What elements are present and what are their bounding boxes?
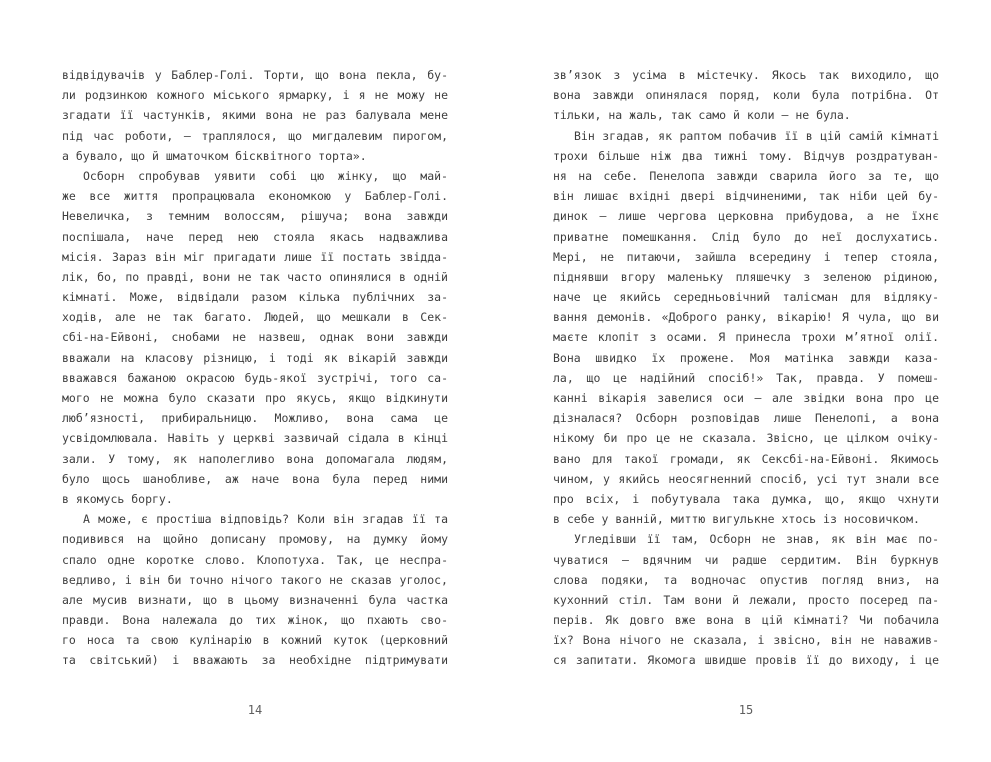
text-line: він лишає вхідні двері відчиненими, так ніби цей бу-: [553, 189, 939, 204]
text-line: чуватися — вдячним чи радше сердитим. Він буркнув: [553, 552, 939, 567]
text-line: але мусив визнати, що в цьому визначенні була частка: [62, 592, 448, 607]
text-line: під час роботи, — траплялося, що мигдалевим пирогом,: [62, 128, 448, 143]
text-line: вона завжди опинялася поряд, коли була потрібна. От: [553, 88, 939, 103]
text-line: Угледівши її там, Осборн не знав, як він має по-: [574, 532, 939, 547]
text-line: поспішала, наче перед нею стояла якась надважлива: [62, 229, 448, 244]
text-line: люб’язності, прибиральницю. Можливо, вона сама це: [62, 411, 448, 426]
text-line: кімнаті. Може, відвідали разом кілька публічних за-: [62, 290, 448, 305]
text-line: ходів, але не так багато. Людей, що мешкали в Сек-: [62, 310, 448, 325]
text-line: ся запитати. Якомога швидше провів її до виходу, і це: [553, 653, 939, 668]
text-line: а бувало, що й шматочком бісквітного торта».: [62, 148, 367, 163]
text-line: в якомусь боргу.: [62, 491, 173, 506]
text-line: Він згадав, як раптом побачив її в цій самій кімнаті: [574, 128, 939, 143]
text-line: ли родзинкою кожного міського ярмарку, і я не можу не: [62, 88, 448, 103]
text-line: тільки, на жаль, так само й коли — не була.: [553, 108, 851, 123]
text-line: про всіх, і побутувала така думка, що, якщо чхнути: [553, 491, 939, 506]
text-line: трохи більше ніж два тижні тому. Відчув роздратуван-: [553, 148, 939, 163]
page-left-text: [62, 65, 448, 671]
text-line: сбі-на-Ейвоні, снобами не назвеш, однак вони завжди: [62, 330, 448, 345]
text-line: лік, бо, по правді, вони не так часто опинялися в одній: [62, 269, 448, 284]
text-line: же все життя пропрацювала економкою у Баблер-Голі.: [62, 189, 448, 204]
text-line: ня на себе. Пенелопа завжди сварила його за те, що: [553, 168, 939, 183]
text-line: динок — лише чергова церковна прибудова, а не їхнє: [553, 209, 939, 224]
text-line: приватне помешкання. Слід було до неї дослухатись.: [553, 229, 939, 244]
text-line: вано для такої громади, як Сексбі-на-Ейвоні. Якимось: [553, 451, 939, 466]
text-line: А може, є простіша відповідь? Коли він згадав її та: [83, 512, 448, 527]
text-line: Вона швидко їх прожене. Моя матінка завжди каза-: [553, 350, 939, 365]
page-number-left: 14: [247, 703, 263, 717]
text-line: Невеличка, з темним волоссям, рішуча; вона завжди: [62, 209, 448, 224]
text-line: піднявши вгору маленьку пляшечку з зеленою рідиною,: [553, 269, 939, 284]
page-number-right: 15: [738, 703, 754, 717]
text-line: перів. Як довго вже вона в цій кімнаті? Чи побачила: [553, 613, 939, 628]
text-line: було щось шанобливе, аж наче вона була перед ними: [62, 471, 448, 486]
text-line: канні вікарія завелися оси — але звідки вона про це: [553, 391, 939, 405]
page-right-text: [553, 65, 939, 671]
text-line: дізналася? Осборн розповідав лише Пенелопі, а вона: [553, 411, 939, 426]
text-line: маєте клопіт з осами. Я принесла трохи м’ятної олії.: [553, 330, 939, 345]
text-line: чином, у якийсь неосягненний спосіб, усі тут знали все: [553, 471, 939, 486]
text-line: відвідувачів у Баблер-Голі. Торти, що вона пекла, бу-: [62, 68, 448, 82]
text-line: місія. Зараз він міг пригадати лише її постать звідда-: [62, 249, 448, 264]
text-line: вважався бажаною окрасою будь-якої зустрічі, того са-: [62, 370, 448, 385]
text-line: го носа та свою кулінарію в кожний куток (церковний: [62, 633, 448, 648]
text-line: усвідомлювала. Навіть у церкві зазвичай сідала в кінці: [62, 431, 448, 446]
text-line: зв’язок з усіма в містечку. Якось так виходило, що: [553, 68, 939, 82]
text-line: зали. У тому, як наполегливо вона допомагала людям,: [62, 451, 448, 466]
text-line: вважали на класову різницю, і тоді як вікарій завжди: [62, 350, 448, 365]
text-line: Мері, не питаючи, зайшла всередину і тепер стояла,: [553, 249, 939, 264]
text-line: Осборн спробував уявити собі цю жінку, що май-: [83, 168, 448, 183]
text-line: їх? Вона нічого не сказала, і звісно, він не наважив-: [553, 633, 939, 648]
text-line: мого не можна було сказати про якусь, якщо відкинути: [62, 391, 448, 405]
text-line: подивився на щойно дописану промову, на думку йому: [62, 532, 448, 547]
text-line: кухонний стіл. Там вони й лежали, просто посеред па-: [553, 592, 939, 607]
text-line: наче це якийсь середньовічний талісман для відляку-: [553, 290, 939, 305]
text-line: згадати її частунків, якими вона не раз балувала мене: [62, 108, 448, 123]
text-line: нікому би про це не сказала. Звісно, це цілком очіку-: [553, 431, 939, 446]
text-line: правди. Вона належала до тих жінок, що пхають сво-: [62, 613, 448, 628]
text-line: спало одне коротке слово. Клопотуха. Так, це неспра-: [62, 552, 448, 567]
text-line: ведливо, і він би точно нічого такого не сказав уголос,: [62, 572, 448, 587]
text-line: слова подяки, та водночас опустив погляд вниз, на: [553, 572, 939, 587]
text-line: вання демонів. «Доброго ранку, вікарію! Я чула, що ви: [553, 310, 939, 325]
text-line: та світський) і вважають за необхідне підтримувати: [62, 653, 448, 668]
text-line: в себе у ванній, миттю вигулькне хтось із носовичком.: [553, 512, 920, 527]
text-line: ла, що це надійний спосіб!» Так, правда. У помеш-: [553, 370, 939, 385]
